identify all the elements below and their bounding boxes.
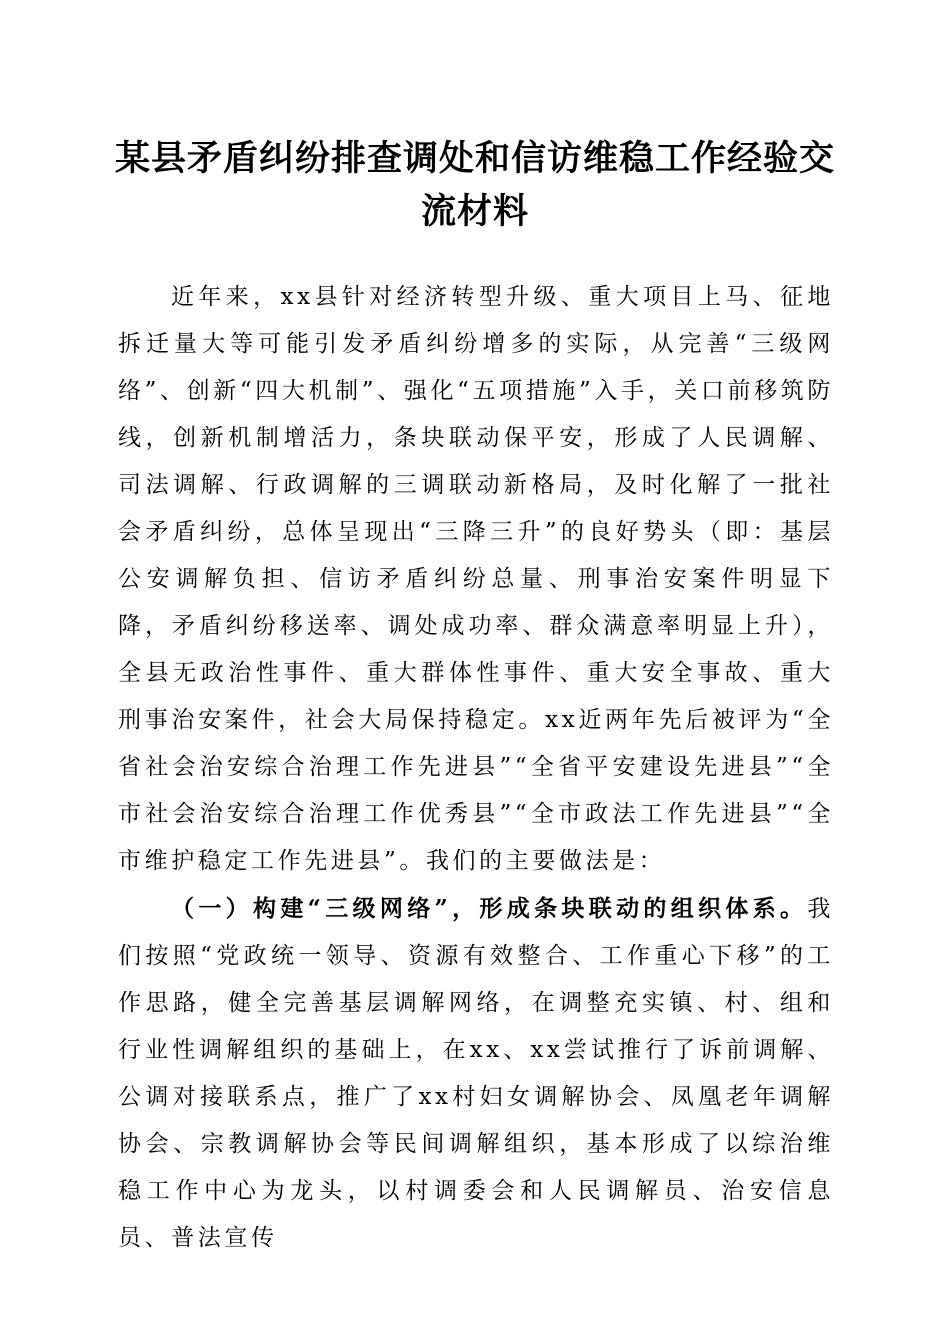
section-1-heading: （一）构建“三级网络”，形成条块联动的组织体系。 (171, 895, 808, 922)
section-1-paragraph (118, 885, 834, 1262)
document-title: 某县矛盾纠纷排查调处和信访维稳工作经验交流材料 (114, 138, 835, 232)
section-1-text: 我们按照“党政统一领导、资源有效整合、工作重心下移”的工作思路，健全完善基层调解网络，在调整充实镇、村、组和行业性调解组织的基础上，在xx、xx尝试推行了诉前调解、公调对接联系点，推广了xx村妇女调解协会、凤凰老年调解协会、宗教调解协会等民间调解组织，基本形成了以综治维稳工作中心为龙头，以村调委会和人民调解员、治安信息员、普法宣传 (118, 896, 834, 1251)
intro-paragraph: 近年来，xx县针对经济转型升级、重大项目上马、征地拆迁量大等可能引发矛盾纠纷增多的实际，从完善“三级网络”、创新“四大机制”、强化“五项措施”入手，关口前移筑防线，创新机制增活力，条块联动保平安，形成了人民调解、司法调解、行政调解的三调联动新格局，及时化解了一批社会矛盾纠纷，总体呈现出“三降三升”的良好势头（即：基层公安调解负担、信访矛盾纠纷总量、刑事治安案件明显下降，矛盾纠纷移送率、调处成功率、群众满意率明显上升），全县无政治性事件、重大群体性事件、重大安全事故、重大刑事治安案件，社会大局保持稳定。xx近两年先后被评为“全省社会治安综合治理工作先进县”“全省平安建设先进县”“全市社会治安综合治理工作优秀县”“全市政法工作先进县”“全市维护稳定工作先进县”。我们的主要做法是： (118, 284, 834, 874)
document-body (118, 274, 834, 1262)
